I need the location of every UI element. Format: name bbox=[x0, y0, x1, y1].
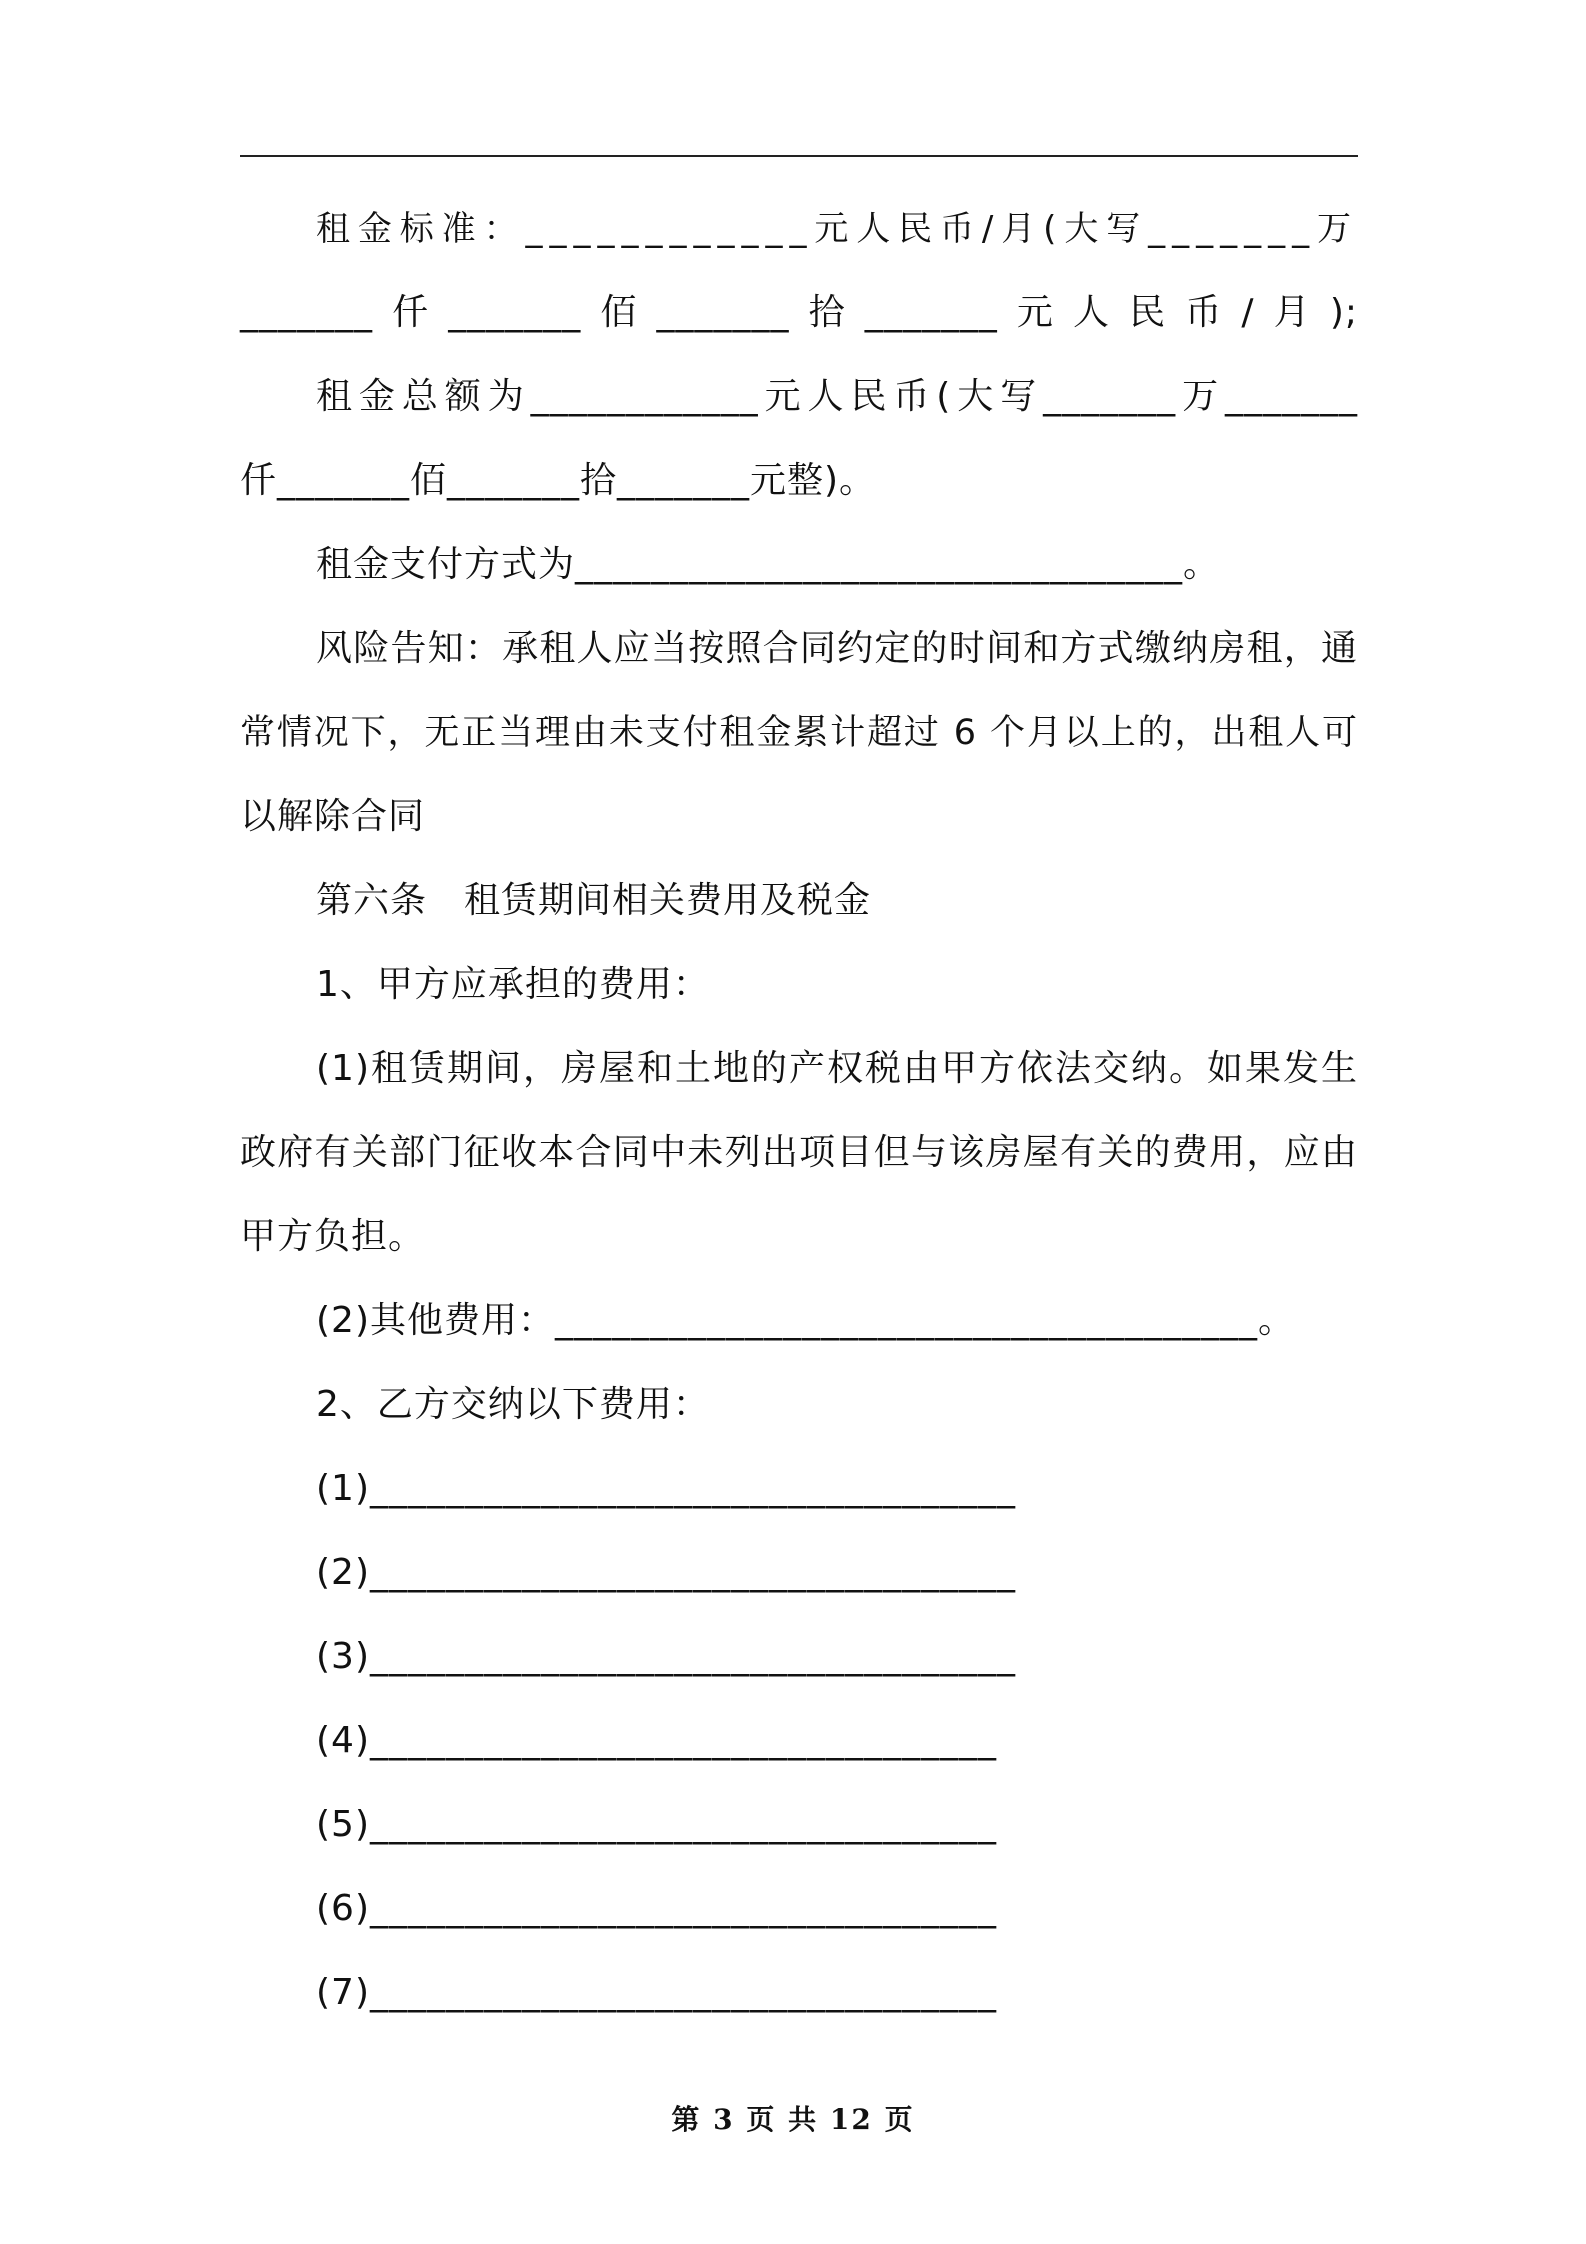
party-b-fee-item: (5)_________________________________ bbox=[316, 1804, 997, 1845]
party-b-fee-item: (7)_________________________________ bbox=[316, 1972, 997, 2013]
page-indicator: 第 3 页 共 12 页 bbox=[671, 2103, 915, 2136]
rent-standard-line-1: 租金标准：____________元人民币/月(大写_______万 bbox=[316, 209, 1358, 249]
rent-total-line-1: 租金总额为____________元人民币(大写_______万_______ bbox=[316, 376, 1358, 417]
party-b-fee-item: (2)__________________________________ bbox=[316, 1552, 1016, 1593]
party-b-fee-item: (3)__________________________________ bbox=[316, 1636, 1016, 1677]
party-a-fee-1-line-2: 政府有关部门征收本合同中未列出项目但与该房屋有关的费用，应由 bbox=[240, 1132, 1358, 1173]
header-rule bbox=[240, 155, 1358, 157]
party-a-other-fees: (2)其他费用：_____________________________________。 bbox=[316, 1300, 1295, 1341]
risk-notice-line-1: 风险告知：承租人应当按照合同约定的时间和方式缴纳房租，通 bbox=[316, 628, 1358, 669]
party-b-fees-heading: 2、乙方交纳以下费用： bbox=[316, 1384, 710, 1425]
rent-standard-line-2: _______仟_______佰_______拾_______元人民币/月); bbox=[240, 292, 1358, 333]
risk-notice-line-2: 常情况下，无正当理由未支付租金累计超过 6 个月以上的，出租人可 bbox=[240, 713, 1358, 753]
party-a-fee-1-line-3: 甲方负担。 bbox=[240, 1216, 426, 1257]
party-b-fee-item: (4)_________________________________ bbox=[316, 1720, 997, 1761]
party-b-fee-item: (6)_________________________________ bbox=[316, 1888, 997, 1929]
article-six-heading: 第六条 租赁期间相关费用及税金 bbox=[316, 880, 872, 921]
payment-method-line: 租金支付方式为________________________________。 bbox=[316, 544, 1221, 585]
party-a-fee-1-line-1: (1)租赁期间，房屋和土地的产权税由甲方依法交纳。如果发生 bbox=[316, 1048, 1358, 1089]
party-b-fee-item: (1)__________________________________ bbox=[316, 1468, 1016, 1509]
party-a-fees-heading: 1、甲方应承担的费用： bbox=[316, 964, 710, 1005]
risk-notice-line-3: 以解除合同 bbox=[240, 796, 426, 837]
rent-total-line-2: 仟_______佰_______拾_______元整)。 bbox=[240, 460, 877, 501]
